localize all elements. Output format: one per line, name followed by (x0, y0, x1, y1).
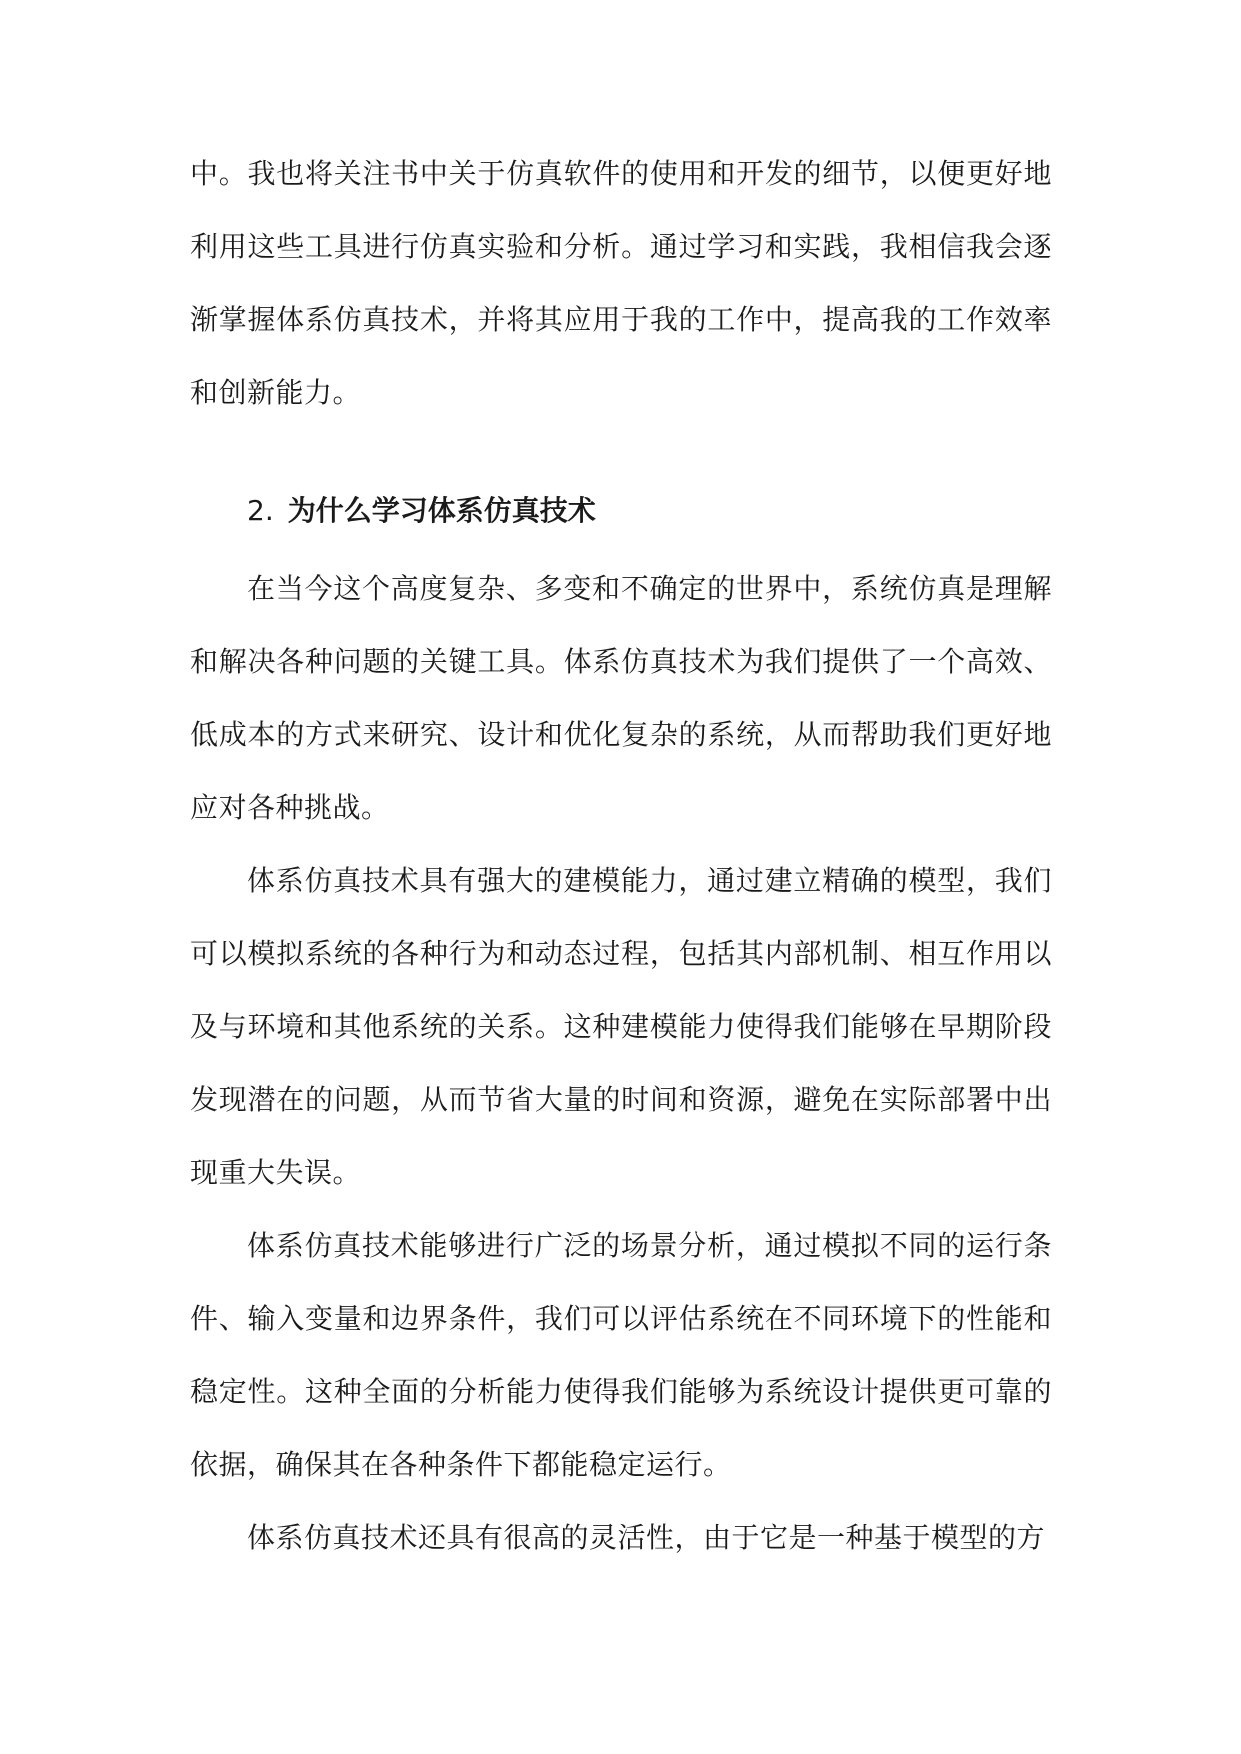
paragraph-4: 体系仿真技术还具有很高的灵活性，由于它是一种基于模型的方 (247, 1521, 1046, 1554)
section-title: 为什么学习体系仿真技术 (287, 494, 596, 527)
paragraph-1: 在当今这个高度复杂、多变和不确定的世界中，系统仿真是理解和解决各种问题的关键工具。体系仿真技术为我们提供了一个高效、低成本的方式来研究、设计和优化复杂的系统，从而帮助我们更好地应对各种挑战。 (190, 572, 1052, 824)
section-heading (190, 474, 1052, 547)
paragraph-3: 体系仿真技术能够进行广泛的场景分析，通过模拟不同的运行条件、输入变量和边界条件，我们可以评估系统在不同环境下的性能和稳定性。这种全面的分析能力使得我们能够为系统设计提供更可靠的依据，确保其在各种条件下都能稳定运行。 (190, 1229, 1052, 1481)
document-body (190, 137, 1052, 1574)
paragraph-2: 体系仿真技术具有强大的建模能力，通过建立精确的模型，我们可以模拟系统的各种行为和动态过程，包括其内部机制、相互作用以及与环境和其他系统的关系。这种建模能力使得我们能够在早期阶段发现潜在的问题，从而节省大量的时间和资源，避免在实际部署中出现重大失误。 (190, 864, 1052, 1189)
section-number: 2. (247, 494, 274, 527)
paragraph-continued: 中。我也将关注书中关于仿真软件的使用和开发的细节，以便更好地利用这些工具进行仿真实验和分析。通过学习和实践，我相信我会逐渐掌握体系仿真技术，并将其应用于我的工作中，提高我的工作效率和创新能力。 (190, 157, 1052, 409)
